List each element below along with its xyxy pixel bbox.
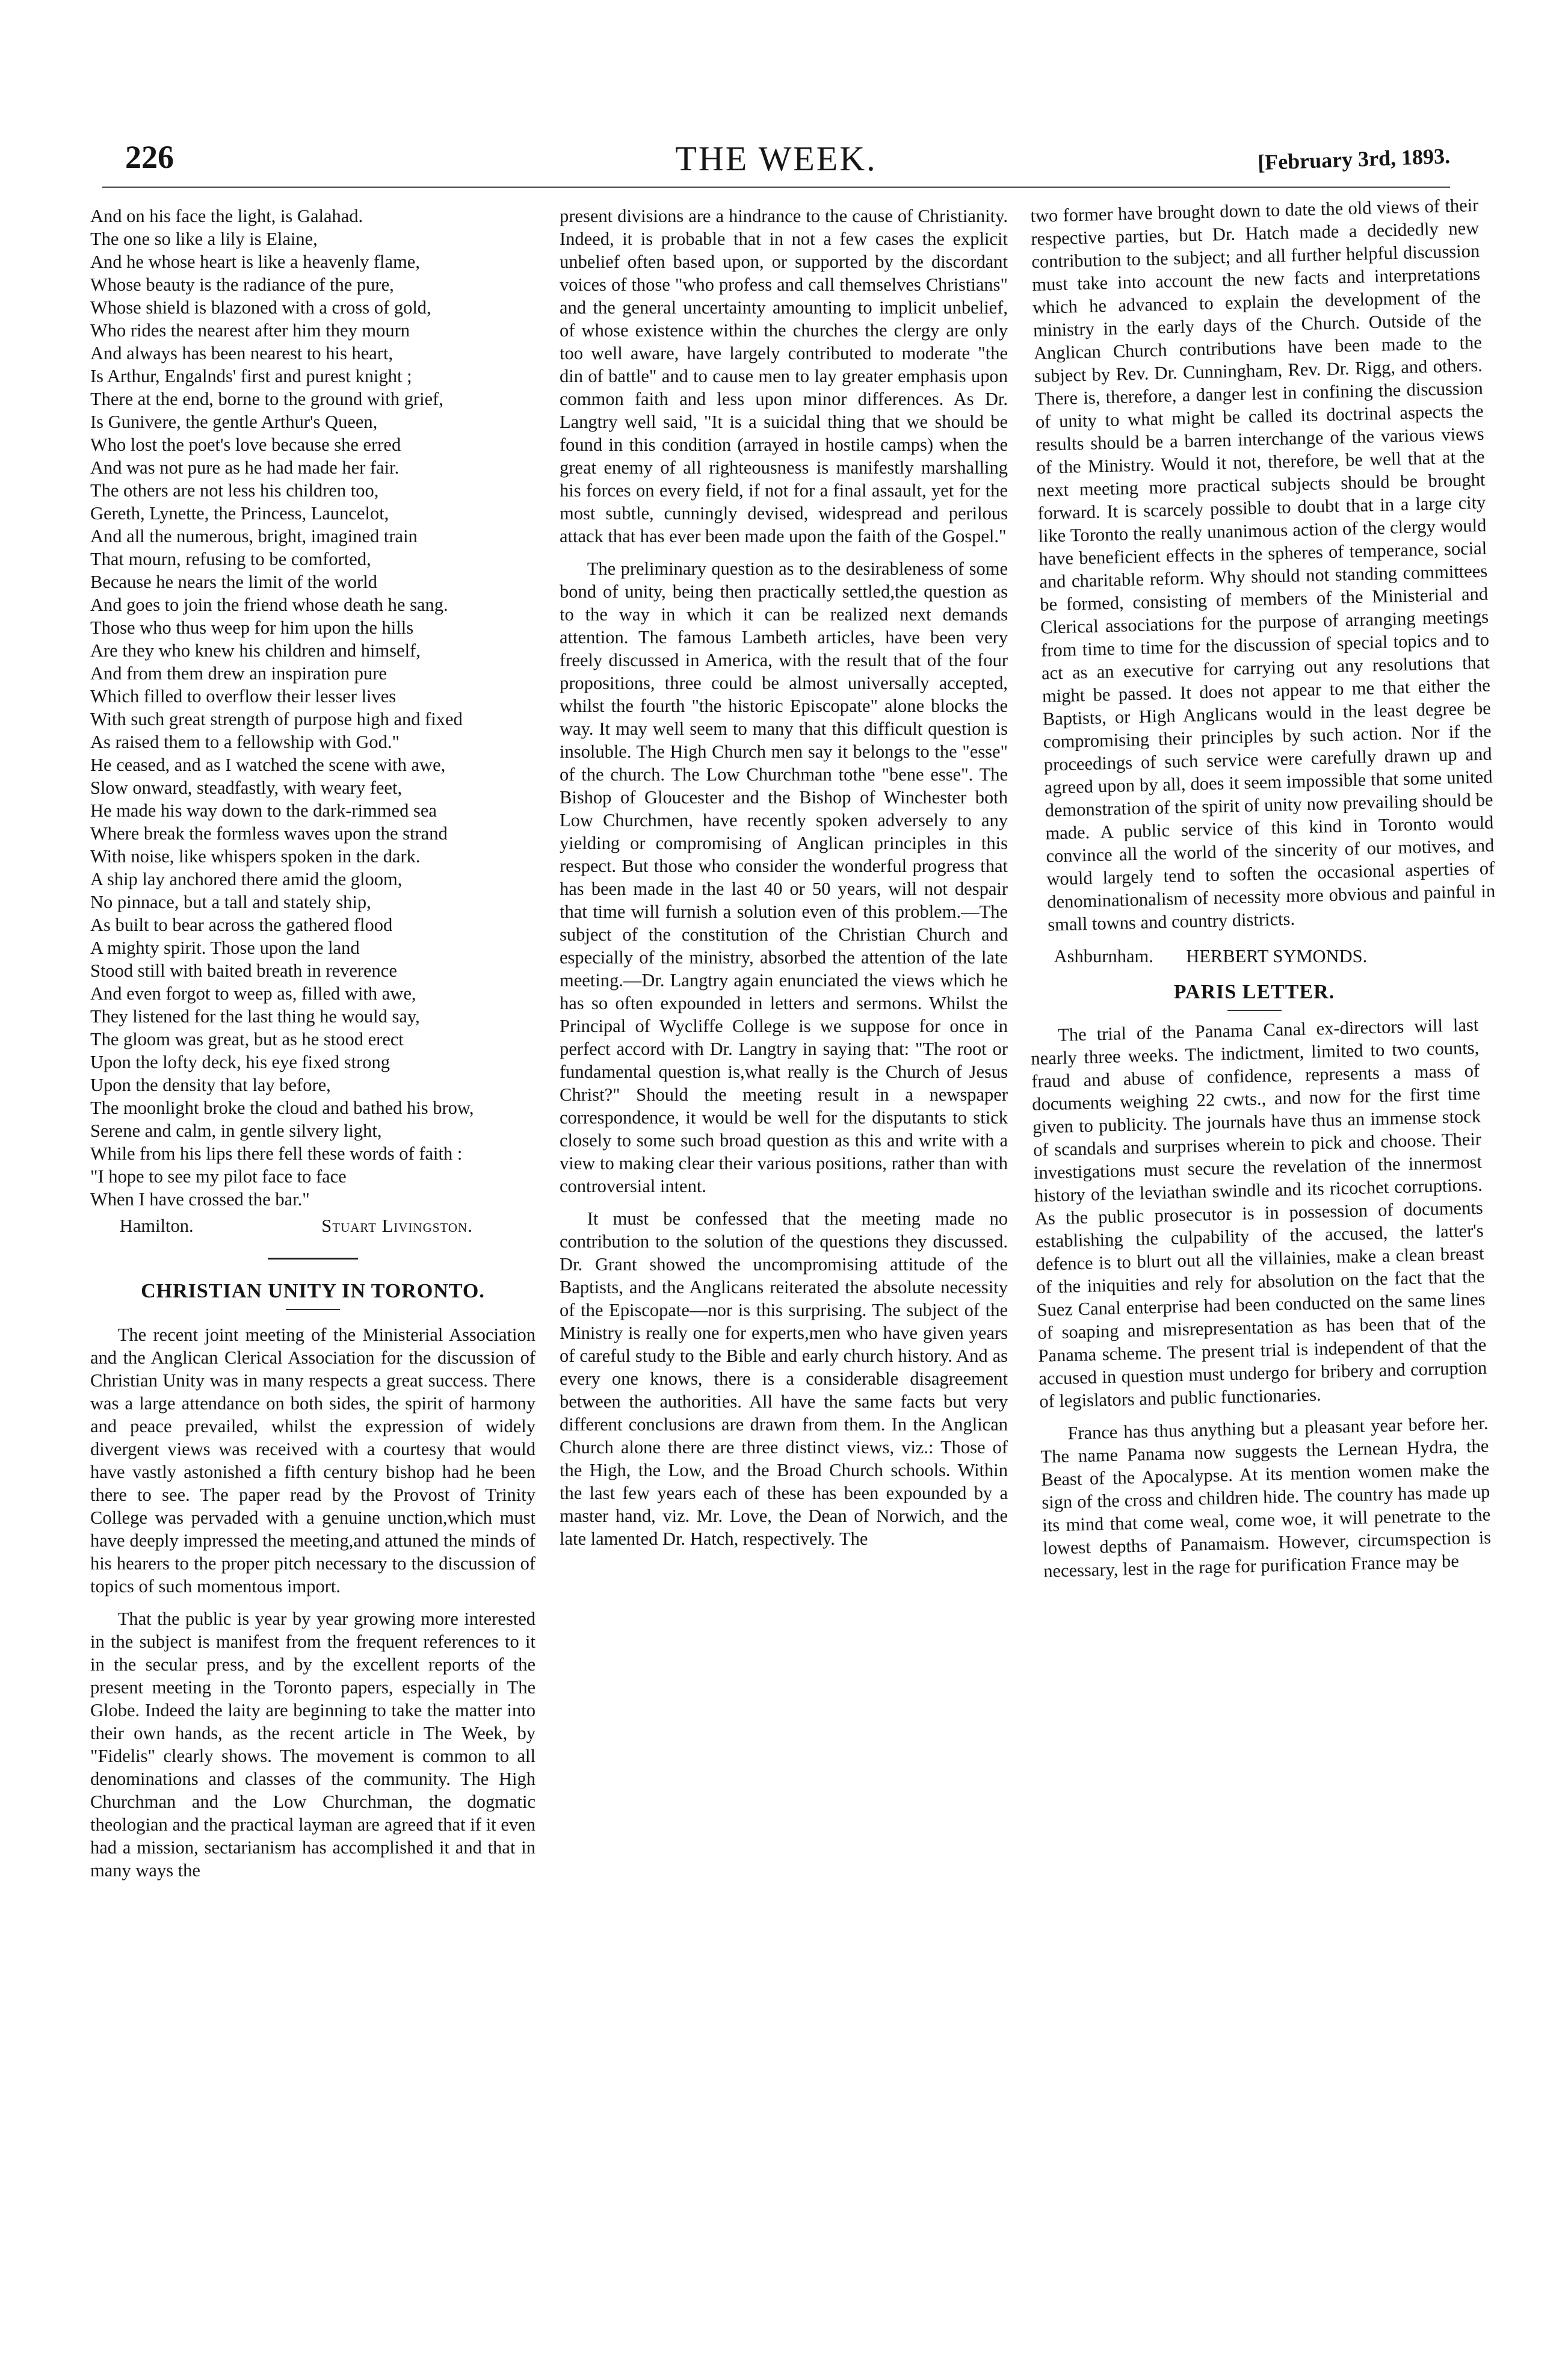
poem-line: With such great strength of purpose high and fixed xyxy=(90,709,463,729)
column-3 xyxy=(1030,194,1496,1583)
poem-line: Is Gunivere, the gentle Arthur's Queen, xyxy=(90,412,378,432)
header-rule xyxy=(102,187,1450,188)
poem-line: Whose shield is blazoned with a cross of gold, xyxy=(90,297,431,318)
poem-line: A ship lay anchored there amid the gloom, xyxy=(90,869,403,889)
article-body-col2 xyxy=(560,205,1008,1550)
poem-line: Upon the density that lay before, xyxy=(90,1075,331,1095)
paragraph: France has thus anything but a pleasant year before her. The name Panama now suggests the Lernean Hydra, the Beast of the Apocalypse. At its mention women make the sign of the cross and children hide. The country has made up its mind that come weal, come woe, it will penetrate to the lowest depths of Panamaism. However, circumspection is necessary, lest in the rage for purification France may be xyxy=(1040,1412,1492,1581)
poem-line: Is Arthur, Engalnds' first and purest knight ; xyxy=(90,366,412,386)
signature-place: Ashburnham. xyxy=(1054,946,1153,966)
page-header xyxy=(102,138,1450,193)
article-signature xyxy=(1030,945,1478,968)
paragraph: The preliminary question as to the desirableness of some bond of unity, being then practically settled,the question as to the way in which it can be realized next demands attention. The famous Lambeth articles, have been very freely discussed in America, with the result that of the four propositions, three could be almost universally accepted, whilst the fourth "the historic Episcopate" alone blocks the way. It may well seem to many that this difficult question is insoluble. The High Church men say it belongs to the "esse" of the church. The Low Churchman tothe "bene esse". The Bishop of Gloucester and the Bishop of Winchester both Low Churchmen, have recently spoken adversely to any yielding or compromising of Anglican principles in this respect. But those who consider the wonderful progress that has been made in the last 40 or 50 years, will not despair that time will furnish a solution even of this problem.—The subject of the constitution of the Christian Church and especially of the ministry, absorbed the attention of the late meeting.—Dr. Langtry again enunciated the views which he has so often expounded in letters and sermons. Whilst the Principal of Wycliffe College is we suppose for once in perfect accord with Dr. Langtry in saying that: "The root or fundamental question is,what really is the Church of Jesus Christ?" Should the meeting result in a newspaper correspondence, it would be well for the disputants to stick closely to some such broad question as this and write with a view to making clear their various positions, rather than with controversial intent. xyxy=(560,558,1008,1196)
poem-line: Who rides the nearest after him they mourn xyxy=(90,320,410,341)
poem-line: Slow onward, steadfastly, with weary feet, xyxy=(90,777,403,798)
poem-line: And he whose heart is like a heavenly flame, xyxy=(90,252,420,272)
poem-line: The one so like a lily is Elaine, xyxy=(90,229,318,249)
poem-line: And was not pure as he had made her fair. xyxy=(90,457,400,478)
poem-line: Those who thus weep for him upon the hills xyxy=(90,617,414,638)
column-2 xyxy=(560,205,1008,1550)
signature-author: HERBERT SYMONDS. xyxy=(1186,946,1368,966)
issue-date: [February 3rd, 1893. xyxy=(1257,144,1451,175)
article-body-paris xyxy=(1030,1013,1492,1583)
poem-line: Where break the formless waves upon the strand xyxy=(90,823,448,844)
poem-line: As built to bear across the gathered flood xyxy=(90,915,393,935)
poem-place: Hamilton. xyxy=(119,1216,194,1236)
poem-line: Who lost the poet's love because she erred xyxy=(90,434,401,455)
article-heading-paris-letter: PARIS LETTER. xyxy=(1173,981,1335,1003)
paragraph: That the public is year by year growing more interested in the subject is manifest from the frequent references to it in the secular press, and by the excellent reports of the present meeting in the Toronto papers, especially in The Globe. Indeed the laity are beginning to take the matter into their own hands, as the recent article in The Week, by "Fidelis" clearly shows. The movement is common to all denominations and classes of the community. The High Churchman and the Low Churchman, the dogmatic theologian and the practical layman are agreed that if it even had a mission, sectarianism has accomplished it and that in many ways the xyxy=(90,1609,536,1881)
poem-line: A mighty spirit. Those upon the land xyxy=(90,938,360,958)
paragraph: It must be confessed that the meeting made no contribution to the solution of the questions they discussed. Dr. Grant showed the uncompromising attitude of the Baptists, and the Anglicans reiterated the absolute necessity of the Episcopate—nor is this surprising. The subject of the Ministry is really one for experts,men who have given years of careful study to the Bible and early church history. And as every one knows, there is a considerable disagreement between the authorities. All have the same facts but very different conclusions are drawn from them. In the Anglican Church alone there are three distinct views, viz.: Those of the High, the Low, and the Broad Church schools. Within the last few years each of these has been expounded by a master hand, viz. Mr. Love, the Dean of Norwich, and the late lamented Dr. Hatch, respectively. The xyxy=(560,1208,1008,1549)
poem-line: Stood still with baited breath in reverence xyxy=(90,960,397,981)
poem-line: He made his way down to the dark-rimmed sea xyxy=(90,800,437,821)
poem-signature xyxy=(90,1214,536,1237)
heading-rule xyxy=(1227,1010,1282,1011)
paragraph: two former have brought down to date the old views of their respective parties, but Dr. Hatch made a decidedly new contribution to the subject; and all further helpful discussion must take into account the new facts and interpretations which he advanced to explain the development of the ministry in the early days of the Church. Outside of the Anglican Church contributions have been made to the subject by Rev. Dr. Cunningham, Rev. Dr. Rigg, and others. There is, therefore, a danger lest in confining the discussion of unity to what might be called its doctrinal aspects the results should be a barren interchange of the various views of the Ministry. Would it not, therefore, be well that at the next meeting more practical subjects should be brought forward. It is scarcely possible to doubt that in a large city like Toronto the really unanimous action of the clergy would have beneficient effects in the spheres of temperance, social and charitable reform. Why should not standing committees be formed, consisting of members of the Ministerial and Clerical associations for the purpose of arranging meetings from time to time for the discussion of special topics and to act as an executive for carrying out any resolutions that might be passed. It does not appear to me that either the Baptists, or High Anglicans would in the least degree be compromising their principles by such action. Nor if the proceedings of such service were carefully drawn up and agreed upon by all, does it seem impossible that some united demonstration of the spirit of unity now prevailing should be made. A public service of this kind in Toronto would convince all the world of the sincerity of our motives, and would largely tend to soften the occasional asperties of denominationalism of necessity more obvious and painful in small towns and country districts. xyxy=(1030,194,1496,935)
poem xyxy=(90,205,536,1237)
poem-line: Are they who knew his children and himself, xyxy=(90,640,421,661)
poem-line: And all the numerous, bright, imagined train xyxy=(90,526,418,546)
poem-line: While from his lips there fell these words of faith : xyxy=(90,1143,463,1164)
poem-line: Whose beauty is the radiance of the pure, xyxy=(90,274,394,295)
poem-line: They listened for the last thing he would say, xyxy=(90,1006,420,1027)
poem-line: With noise, like whispers spoken in the dark. xyxy=(90,846,421,867)
paragraph: The trial of the Panama Canal ex-directors will last nearly three weeks. The indictment, limited to two counts, fraud and abuse of confidence, represents a mass of documents weighing 22 cwts., and now for the first time given to publicity. The journals have thus an immense stock of scandals and surprises wherein to pick and choose. Their investigations must secure the revelation of the innermost history of the leviathan swindle and its ricochet corruptions. As the public prosecutor is in possession of documents establishing the culpability of the accused, the latter's defence is to blurt out all the villainies, make a clean breast of the iniquities and rely for absolution on the fact that the Suez Canal enterprise had been conducted on the same lines of soaping and misrepresentation as has been that of the Panama scheme. The present trial is independent of that the accused in question must undergo for bribery and corruption of legislators and public functionaries. xyxy=(1030,1014,1487,1412)
poem-line: "I hope to see my pilot face to face xyxy=(90,1166,347,1187)
poem-author: Stuart Livingston. xyxy=(321,1216,473,1236)
article-body-col3 xyxy=(1030,194,1496,936)
paragraph: The recent joint meeting of the Ministerial Association and the Anglican Clerical Association for the discussion of Christian Unity was in many respects a great success. There was a large attendance on both sides, the spirit of harmony and peace prevailed, whilst the expression of widely divergent views was received with a courtesy that would have vastly astonished a fifth century bishop had he been there to see. The paper read by the Provost of Trinity College was pervaded with a genuine unction,which must have deeply impressed the meeting,and attuned the minds of his hearers to the proper pitch necessary to the discussion of topics of such momentous import. xyxy=(90,1325,536,1597)
heading-rule xyxy=(286,1309,340,1310)
masthead-title: THE WEEK. xyxy=(675,139,877,178)
poem-line: And always has been nearest to his heart, xyxy=(90,343,394,363)
poem-line: Gereth, Lynette, the Princess, Launcelot, xyxy=(90,503,389,524)
poem-line: And on his face the light, is Galahad. xyxy=(90,206,363,226)
article-body-col1 xyxy=(90,1323,536,1882)
poem-line: Because he nears the limit of the world xyxy=(90,572,377,592)
poem-line: Upon the lofty deck, his eye fixed strong xyxy=(90,1052,390,1072)
poem-line: Serene and calm, in gentle silvery light, xyxy=(90,1120,382,1141)
poem-line: Which filled to overflow their lesser lives xyxy=(90,686,397,706)
poem-line: And from them drew an inspiration pure xyxy=(90,663,387,684)
poem-line: The moonlight broke the cloud and bathed his brow, xyxy=(90,1098,474,1118)
paragraph: present divisions are a hindrance to the cause of Christianity. Indeed, it is probable that in not a few cases the explicit unbelief often based upon, or supported by the discordant voices of those "who profess and call themselves Christians" and the general uncertainty amounting to implicit unbelief, of whose existence within the churches the clergy are only too well aware, have largely contributed to moderate "the din of battle" and to cause men to lay greater emphasis upon common faith and less upon minor differences. As Dr. Langtry well said, "It is a suicidal thing that we should be found in this condition (arrayed in hostile camps) when the great enemy of all righteousness is manifestly marshalling his forces on every field, if not for a final assault, yet for the most subtle, cunningly devised, widespread and perilous attack that has ever been made upon the faith of the Gospel." xyxy=(560,206,1008,546)
poem-line: There at the end, borne to the ground with grief, xyxy=(90,389,443,409)
page-number: 226 xyxy=(125,139,174,175)
column-1 xyxy=(90,205,536,1882)
poem-line: He ceased, and as I watched the scene with awe, xyxy=(90,755,446,775)
poem-line: When I have crossed the bar." xyxy=(90,1189,310,1210)
poem-lines xyxy=(90,205,536,1211)
poem-line: That mourn, refusing to be comforted, xyxy=(90,549,371,569)
poem-line: The gloom was great, but as he stood erect xyxy=(90,1029,404,1049)
poem-line: The others are not less his children too, xyxy=(90,480,379,501)
ornament-divider xyxy=(268,1258,358,1260)
poem-line: And even forgot to weep as, filled with awe, xyxy=(90,983,416,1004)
poem-line: And goes to join the friend whose death he sang. xyxy=(90,595,448,615)
article-heading-christian-unity: CHRISTIAN UNITY IN TORONTO. xyxy=(141,1280,485,1302)
poem-line: No pinnace, but a tall and stately ship, xyxy=(90,892,371,912)
poem-line: As raised them to a fellowship with God." xyxy=(90,732,400,752)
